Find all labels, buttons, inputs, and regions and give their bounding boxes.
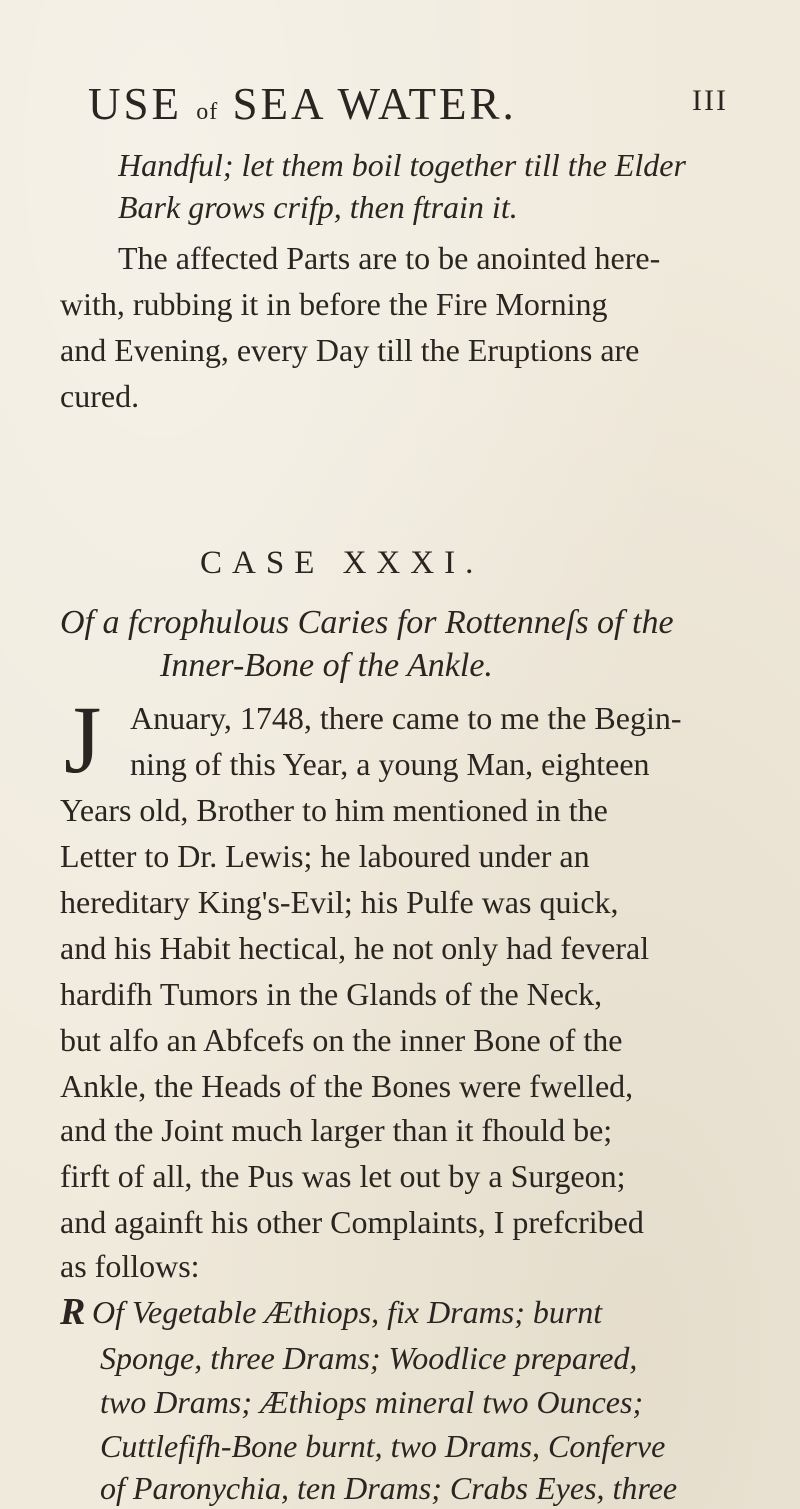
text-line: Bark grows crifp, then ftrain it. (118, 189, 518, 225)
case-title-line: Inner-Bone of the Ankle. (160, 647, 493, 684)
recipe-line: Cuttlefifh-Bone burnt, two Drams, Conferve (100, 1428, 666, 1464)
text-line: and againft his other Complaints, I prefcribed (60, 1204, 644, 1240)
recipe-line: Sponge, three Drams; Woodlice prepared, (100, 1340, 638, 1376)
recipe-line: two Drams; Æthiops mineral two Ounces; (100, 1384, 644, 1420)
text-line: Ankle, the Heads of the Bones were fwelled, (60, 1068, 634, 1104)
drop-cap: J (64, 686, 102, 793)
text-line: hereditary King's-Evil; his Pulfe was quick, (60, 884, 619, 920)
text-line: and Evening, every Day till the Eruptions are (60, 332, 640, 368)
text-line: firft of all, the Pus was let out by a Surgeon; (60, 1158, 626, 1194)
page-number: III (692, 84, 728, 117)
text-line: ning of this Year, a young Man, eighteen (130, 746, 650, 782)
text-line: with, rubbing it in before the Fire Morning (60, 286, 608, 322)
text-line: Letter to Dr. Lewis; he laboured under an (60, 838, 590, 874)
text-line: cured. (60, 378, 140, 414)
recipe-line: Of Vegetable Æthiops, fix Drams; burnt (92, 1294, 603, 1330)
running-head-rest: SEA WATER. (232, 79, 517, 129)
page-header (88, 78, 728, 128)
text-line: and his Habit hectical, he not only had feveral (60, 930, 650, 966)
text-line: as follows: (60, 1248, 200, 1284)
text-line: Handful; let them boil together till the Elder (118, 147, 686, 183)
text-line: but alfo an Abfcefs on the inner Bone of the (60, 1022, 623, 1058)
text-line: Years old, Brother to him mentioned in the (60, 792, 608, 828)
text-line: The affected Parts are to be anointed here- (118, 240, 661, 276)
recipe-symbol: R (60, 1291, 86, 1333)
running-head-of: of (196, 99, 219, 125)
running-head (88, 78, 517, 130)
recipe-line: of Paronychia, ten Drams; Crabs Eyes, three (100, 1470, 678, 1506)
running-head-use: USE (88, 79, 183, 129)
text-line: and the Joint much larger than it fhould be; (60, 1112, 613, 1148)
case-heading: CASE XXXI. (200, 545, 484, 581)
case-title-line: Of a fcrophulous Caries for Rottenneſs of the (60, 604, 674, 641)
text-line: hardifh Tumors in the Glands of the Neck, (60, 976, 603, 1012)
text-line: Anuary, 1748, there came to me the Begin- (130, 700, 682, 736)
